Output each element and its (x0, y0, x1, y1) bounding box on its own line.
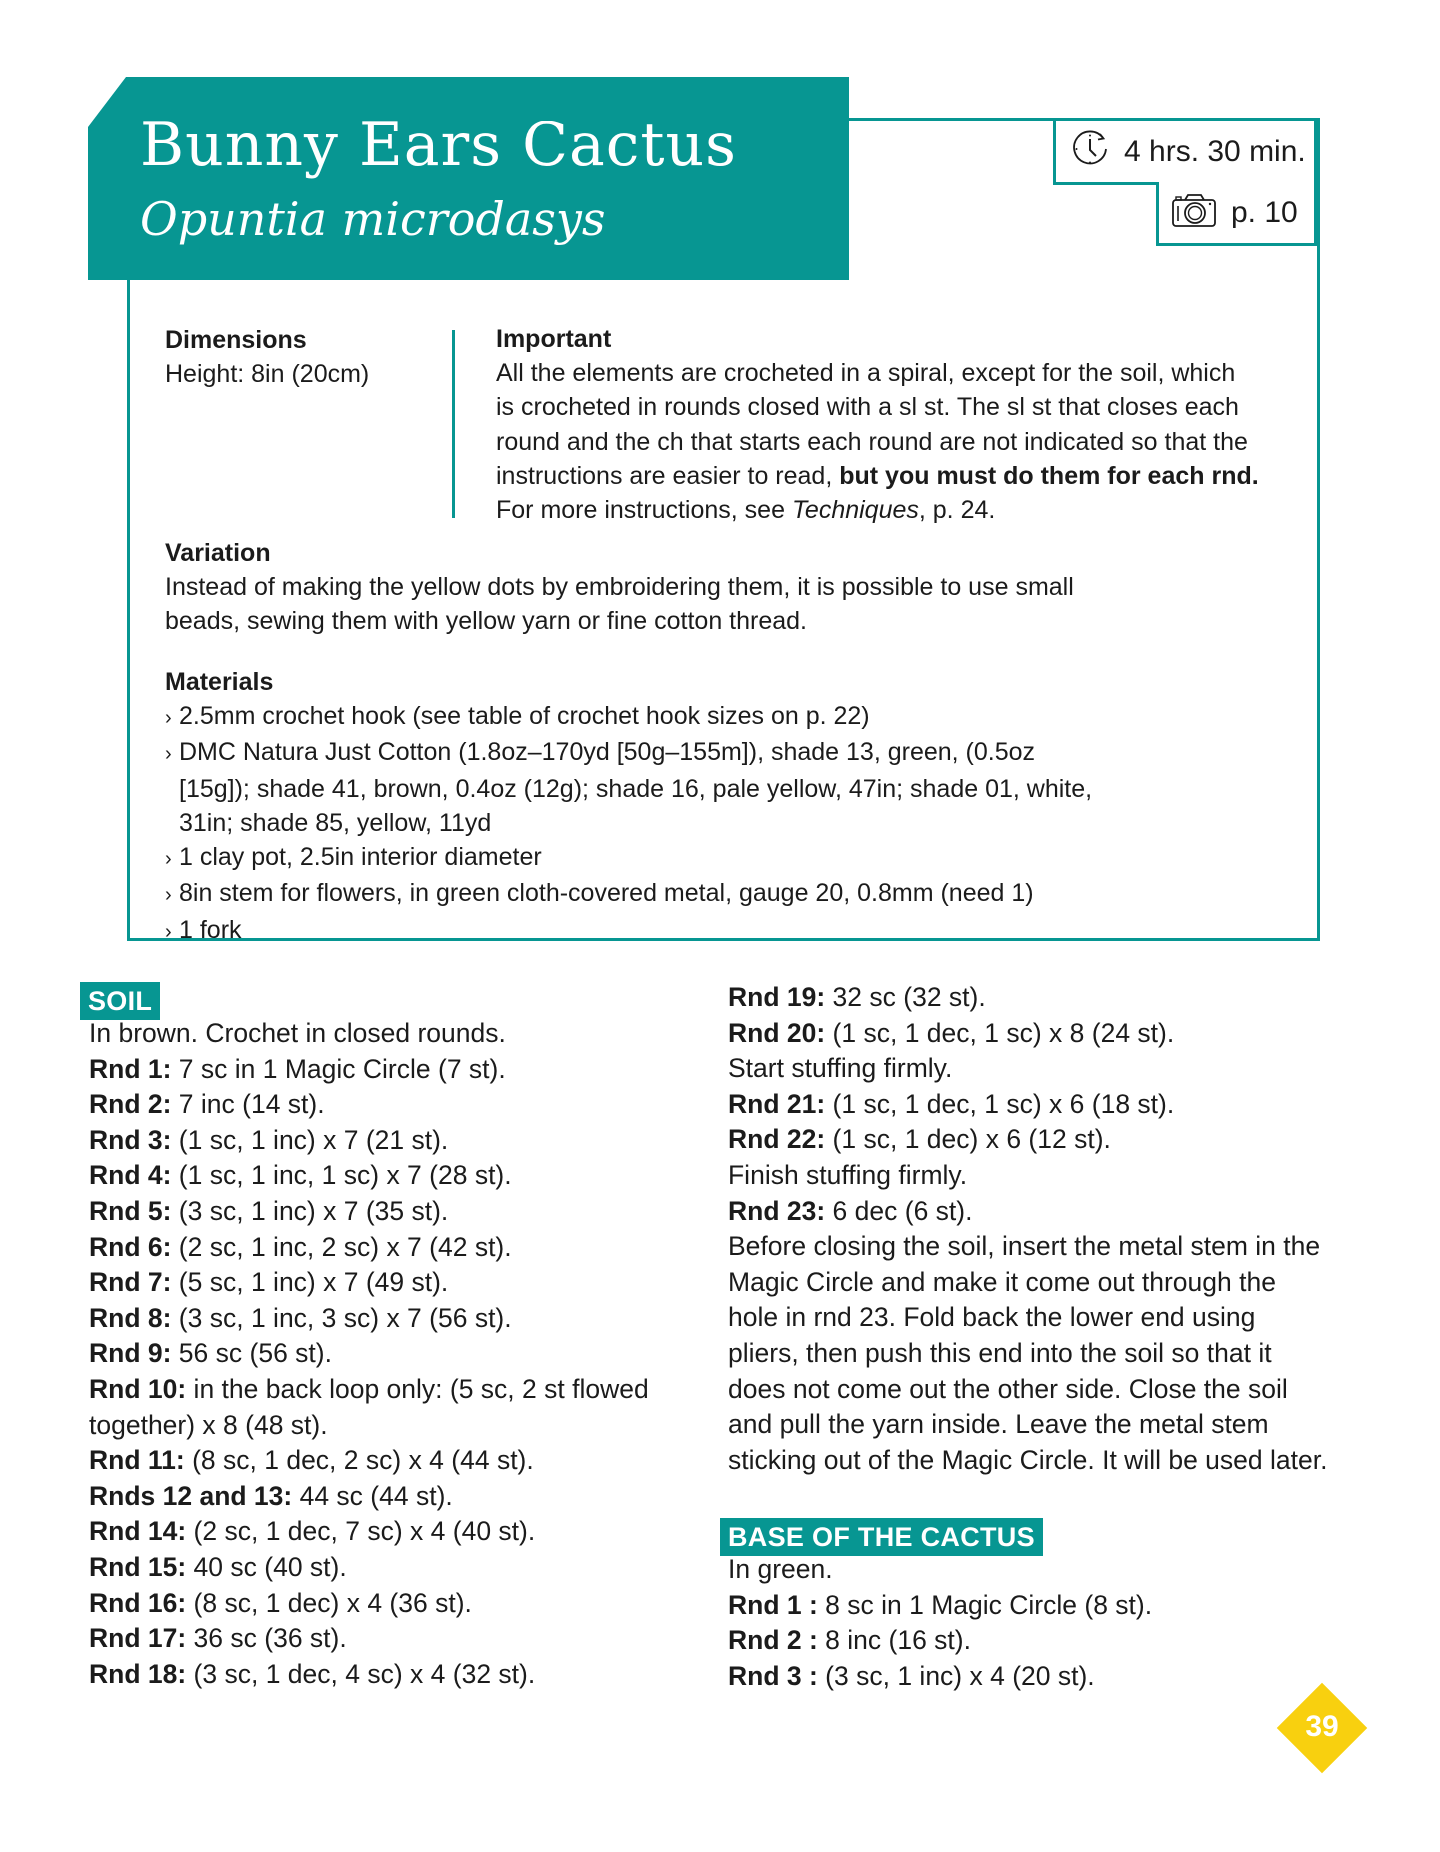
round-row: Rnd 18: (3 sc, 1 dec, 4 sc) x 4 (32 st). (89, 1658, 536, 1689)
round-row: Rnd 7: (5 sc, 1 inc) x 7 (49 st). (89, 1267, 449, 1298)
round-row: Rnd 16: (8 sc, 1 dec) x 4 (36 st). (89, 1587, 472, 1618)
page-title: Bunny Ears Cactus (140, 110, 737, 180)
important-line: All the elements are crocheted in a spiral, except for the soil, which (496, 359, 1236, 387)
round-row: Rnd 1: 7 sc in 1 Magic Circle (7 st). (89, 1053, 506, 1084)
important-line: is crocheted in rounds closed with a sl st. The sl st that closes each (496, 393, 1239, 422)
base-instructions (728, 1552, 1338, 1694)
important-label: Important (496, 325, 612, 353)
round-row: Rnd 4: (1 sc, 1 inc, 1 sc) x 7 (28 st). (89, 1160, 512, 1191)
photo-page-badge (1156, 182, 1317, 246)
section-heading-soil: SOIL (80, 982, 160, 1020)
soil-closing-instructions: Before closing the soil, insert the metal stem in the Magic Circle and make it come out through the hole in rnd 23. Fold back the lower end using pliers, then push this end into the soil so that it does not come out the other side. Close the soil and pull the yarn inside. Leave the metal stem sticking out of the Magic Circle. It will be used later. (728, 1231, 1328, 1475)
important-text: , p. 24. (918, 496, 996, 525)
round-row: Rnd 14: (2 sc, 1 dec, 7 sc) x 4 (40 st). (89, 1516, 536, 1547)
camera-icon (1171, 192, 1217, 233)
page-number: 39 (1305, 1710, 1339, 1743)
round-row: Rnd 8: (3 sc, 1 inc, 3 sc) x 7 (56 st). (89, 1302, 512, 1333)
techniques-reference: Techniques (791, 496, 919, 525)
base-intro: In green. (728, 1554, 833, 1584)
dimensions-section (165, 323, 435, 391)
round-row: Rnd 11: (8 sc, 1 dec, 2 sc) x 4 (44 st). (89, 1445, 534, 1476)
soil-instructions-right (728, 980, 1338, 1478)
time-estimate: 4 hrs. 30 min. (1124, 134, 1306, 168)
vertical-divider (452, 330, 455, 518)
variation-section (165, 536, 1295, 639)
variation-label: Variation (165, 539, 271, 567)
materials-item: › 8in stem for flowers, in green cloth-covered metal, gauge 20, 0.8mm (need 1) (165, 876, 1295, 912)
materials-item: › DMC Natura Just Cotton (1.8oz–170yd [50g–155m]), shade 13, green, (0.5oz [15g]); shade 41, brown, 0.4oz (12g); shade 16, pale yellow, 47in; shade 01, white, 31in; shade 85, yellow, 11yd (165, 738, 1093, 837)
soil-intro: In brown. Crochet in closed rounds. (89, 1018, 506, 1048)
chevron-right-icon: › (165, 707, 172, 729)
important-text: For more instructions, see (496, 496, 792, 525)
round-row: Rnd 3: (1 sc, 1 inc) x 7 (21 st). (89, 1124, 449, 1155)
chevron-right-icon: › (165, 743, 172, 766)
round-row: Rnd 23: 6 dec (6 st). (728, 1195, 973, 1226)
materials-item: › 1 fork (165, 913, 1295, 949)
dimensions-label: Dimensions (165, 326, 307, 354)
section-heading-base: BASE OF THE CACTUS (720, 1518, 1043, 1556)
round-note: Start stuffing firmly. (728, 1053, 953, 1084)
round-row: Rnd 21: (1 sc, 1 dec, 1 sc) x 6 (18 st). (728, 1088, 1175, 1119)
round-row: Rnd 10: in the back loop only: (5 sc, 2 st flowed together) x 8 (48 st). (89, 1373, 649, 1440)
botanical-name: Opuntia microdasys (140, 192, 606, 246)
clock-icon (1070, 129, 1110, 174)
round-row: Rnd 3 : (3 sc, 1 inc) x 4 (20 st). (728, 1660, 1095, 1691)
round-row: Rnd 2: 7 inc (14 st). (89, 1089, 325, 1120)
round-row: Rnd 2 : 8 inc (16 st). (728, 1625, 971, 1656)
round-row: Rnd 20: (1 sc, 1 dec, 1 sc) x 8 (24 st). (728, 1017, 1175, 1048)
round-row: Rnd 19: 32 sc (32 st). (728, 982, 986, 1012)
round-row: Rnd 15: 40 sc (40 st). (89, 1551, 347, 1582)
important-section (496, 322, 1286, 527)
round-row: Rnd 1 : 8 sc in 1 Magic Circle (8 st). (728, 1589, 1153, 1620)
round-row: Rnd 17: 36 sc (36 st). (89, 1623, 347, 1654)
round-row: Rnd 9: 56 sc (56 st). (89, 1338, 332, 1369)
dimensions-value: Height: 8in (20cm) (165, 360, 370, 388)
chevron-right-icon: › (165, 884, 172, 907)
important-line (496, 493, 1286, 527)
round-row: Rnd 5: (3 sc, 1 inc) x 7 (35 st). (89, 1195, 449, 1226)
materials-label: Materials (165, 668, 274, 696)
important-line (496, 459, 1286, 493)
materials-item: › 1 clay pot, 2.5in interior diameter (165, 840, 1295, 876)
soil-instructions-left (89, 1016, 679, 1692)
variation-text: Instead of making the yellow dots by embroidering them, it is possible to use small beads, sewing them with yellow yarn or fine cotton thread. (165, 573, 1074, 636)
chevron-right-icon: › (165, 848, 172, 871)
round-note: Finish stuffing firmly. (728, 1159, 968, 1190)
round-row: Rnds 12 and 13: 44 sc (44 st). (89, 1480, 453, 1511)
important-text: instructions are easier to read, (496, 461, 840, 490)
materials-item: › 2.5mm crochet hook (see table of crochet hook sizes on p. 22) (165, 699, 1295, 735)
important-line: round and the ch that starts each round are not indicated so that the (496, 427, 1248, 456)
round-row: Rnd 22: (1 sc, 1 dec) x 6 (12 st). (728, 1124, 1111, 1155)
time-badge (1053, 118, 1317, 185)
materials-section (165, 665, 1295, 949)
chevron-right-icon: › (165, 920, 172, 943)
important-emphasis: but you must do them for each rnd. (839, 461, 1259, 490)
photo-page-ref: p. 10 (1231, 195, 1298, 229)
round-row: Rnd 6: (2 sc, 1 inc, 2 sc) x 7 (42 st). (89, 1231, 512, 1262)
